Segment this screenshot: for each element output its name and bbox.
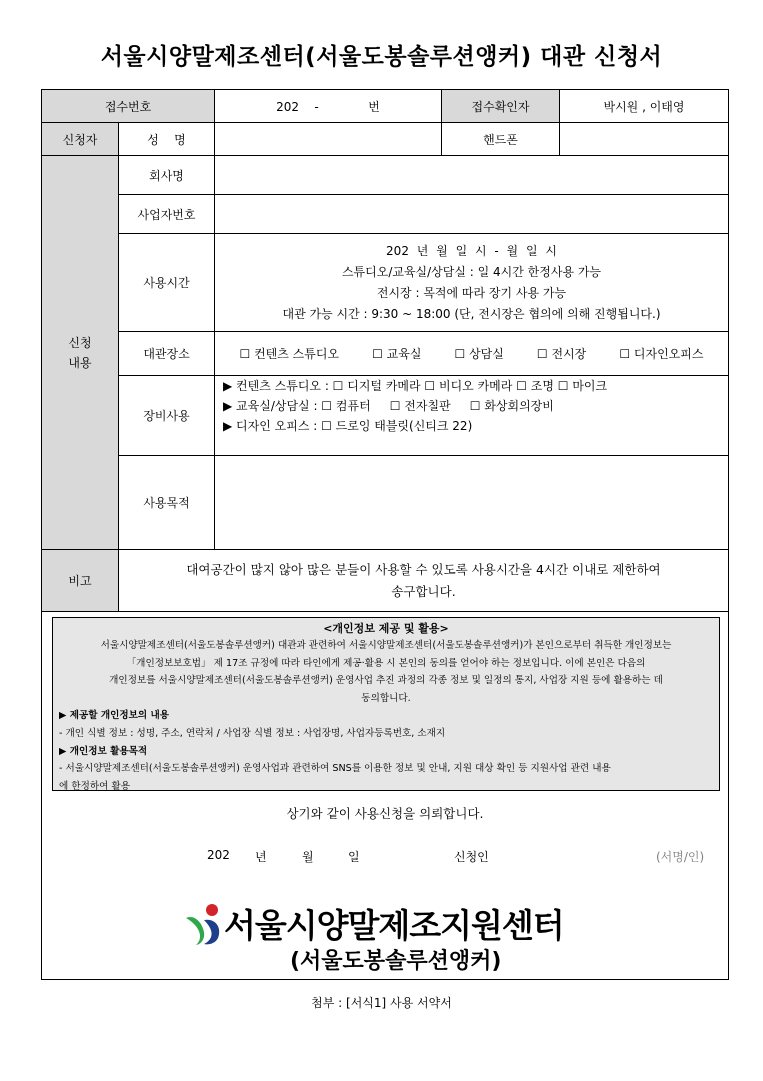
attachment-note: 첨부 : [서식1] 사용 서약서 — [311, 996, 452, 1010]
equipment-line-classroom[interactable]: ▶ 교육실/상담실 : ☐ 컴퓨터 ☐ 전자칠판 ☐ 화상회의장비 — [223, 399, 554, 413]
phone-field[interactable] — [560, 123, 728, 156]
equipment-line-studio[interactable]: ▶ 컨텐츠 스튜디오 : ☐ 디지털 카메라 ☐ 비디오 카메라 ☐ 조명 ☐ 마이크 — [223, 379, 608, 393]
section-label-application-content — [42, 156, 119, 550]
remarks-line: 송구합니다. — [391, 583, 456, 599]
purpose-label: 사용목적 — [119, 456, 215, 550]
logo-sub-text: (서울도봉솔루션앵커) — [290, 949, 502, 974]
usage-time-line: 전시장 : 목적에 따라 장기 사용 가능 — [376, 285, 567, 300]
logo-emblem-icon — [182, 902, 224, 946]
business-number-label: 사업자번호 — [119, 195, 215, 234]
place-checkbox-content-studio[interactable]: ☐ 컨텐츠 스튜디오 — [239, 347, 340, 361]
section-label-line1: 신청 — [68, 335, 92, 350]
section-label-line2: 내용 — [68, 355, 92, 370]
applicant-label: 신청자 — [42, 123, 119, 156]
place-checkbox-consult-room[interactable]: ☐ 상담실 — [454, 347, 504, 361]
application-form — [41, 89, 729, 980]
remarks-label: 비고 — [42, 550, 119, 612]
receipt-number-field[interactable]: 202 - 번 — [215, 90, 442, 123]
privacy-purpose-line: - 서울시양말제조센터(서울도봉솔루션앵커) 운영사업과 관련하여 SNS를 이용한 정보 및 안내, 지원 대상 확인 등 지원사업 관련 내용 — [59, 763, 611, 775]
date-year: 202 — [207, 848, 230, 862]
center-logo — [182, 900, 602, 980]
date-month-unit: 월 — [302, 850, 314, 864]
usage-time-line: 스튜디오/교육실/상담실 : 일 4시간 한정사용 가능 — [341, 264, 602, 279]
privacy-title: <개인정보 제공 및 활용> — [323, 622, 449, 635]
rental-place-options — [215, 332, 728, 376]
rental-place-label: 대관장소 — [119, 332, 215, 376]
privacy-intro-line: 개인정보를 서울시양말제조센터(서울도봉솔루션앵커) 운영사업 추진 과정의 각종 정보 및 일정의 통지, 사업장 지원 등에 활용하는 데 — [109, 675, 663, 687]
purpose-field[interactable] — [215, 456, 728, 550]
equipment-options — [215, 376, 728, 456]
equipment-label: 장비사용 — [119, 376, 215, 456]
usage-time-label: 사용시간 — [119, 234, 215, 332]
privacy-purpose-line: 에 한정하여 활용 — [59, 780, 130, 792]
place-checkbox-exhibition[interactable]: ☐ 전시장 — [536, 347, 587, 361]
request-statement: 상기와 같이 사용신청을 의뢰합니다. — [286, 806, 484, 821]
privacy-purpose-heading: ▶ 개인정보 활용목적 — [59, 745, 148, 757]
company-label: 회사명 — [119, 156, 215, 195]
receipt-number-label: 접수번호 — [42, 90, 215, 123]
privacy-consent-box — [52, 617, 720, 791]
place-checkbox-classroom[interactable]: ☐ 교육실 — [372, 347, 422, 361]
name-label: 성 명 — [119, 123, 215, 156]
remarks-text — [119, 550, 728, 612]
applicant-sign-label: 신청인 — [454, 850, 489, 864]
phone-label: 핸드폰 — [442, 123, 560, 156]
signature-field[interactable]: (서명/인) — [656, 850, 705, 864]
remarks-line: 대여공간이 많지 않아 많은 분들이 사용할 수 있도록 사용시간을 4시간 이내로 제한하여 — [186, 561, 661, 577]
privacy-items-heading: ▶ 제공할 개인정보의 내용 — [59, 710, 170, 722]
date-year-unit: 년 — [255, 850, 267, 864]
logo-main-text: 서울시양말제조지원센터 — [224, 906, 564, 945]
business-number-field[interactable] — [215, 195, 728, 234]
privacy-intro-line: 서울시양말제조센터(서울도봉솔루션앵커) 대관과 관련하여 서울시양말제조센터(서울도봉솔루션앵커)가 본인으로부터 취득한 개인정보는 — [100, 640, 672, 651]
date-day-unit: 일 — [348, 850, 360, 864]
name-field[interactable] — [215, 123, 442, 156]
privacy-intro-line: 동의합니다. — [361, 692, 411, 704]
place-checkbox-design-office[interactable]: ☐ 디자인오피스 — [619, 347, 704, 361]
usage-time-field[interactable] — [215, 234, 728, 332]
privacy-items: - 개인 식별 정보 : 성명, 주소, 연락처 / 사업장 식별 정보 : 사업장명, 사업자등록번호, 소재지 — [59, 727, 446, 739]
receipt-confirmer-label: 접수확인자 — [442, 90, 560, 123]
privacy-intro-line: 「개인정보보호법」 제 17조 규정에 따라 타인에게 제공·활용 시 본인의 동의를 얻어야 하는 정보입니다. 이에 본인은 다음의 — [126, 657, 646, 669]
usage-time-line: 202 년 월 일 시 - 월 일 시 — [386, 243, 557, 258]
company-field[interactable] — [215, 156, 728, 195]
receipt-confirmer-value: 박시원 , 이태영 — [560, 90, 728, 123]
equipment-line-design-office[interactable]: ▶ 디자인 오피스 : ☐ 드로잉 태블릿(신티크 22) — [223, 419, 473, 433]
usage-time-line: 대관 가능 시간 : 9:30 ~ 18:00 (단, 전시장은 협의에 의해 진행됩니다.) — [282, 306, 661, 321]
page-title: 서울시양말제조센터(서울도봉솔루션앵커) 대관 신청서 — [100, 44, 663, 70]
